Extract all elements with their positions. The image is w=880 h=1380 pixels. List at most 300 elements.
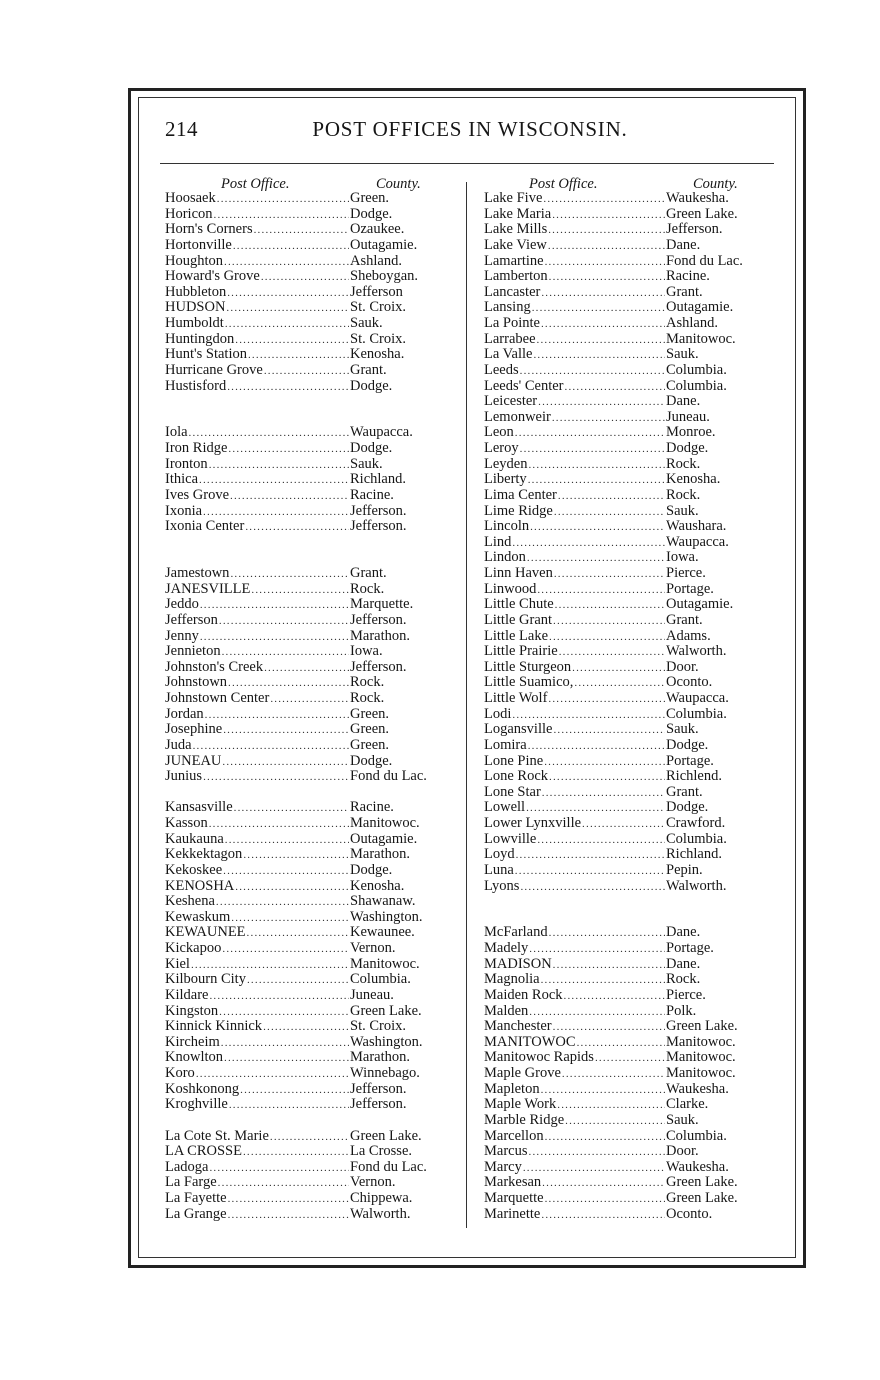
post-office-name: Kansasville — [165, 799, 233, 816]
list-item — [165, 863, 450, 879]
list-item — [484, 394, 766, 410]
leader-dots — [523, 1161, 665, 1177]
list-item — [165, 738, 450, 754]
post-office-name: Ixonia — [165, 502, 203, 519]
leader-dots — [219, 614, 349, 630]
list-item — [484, 644, 766, 660]
post-office-name: Lamberton — [484, 268, 548, 285]
list-item — [165, 660, 450, 676]
leader-dots — [541, 317, 665, 333]
post-office-name: Marble Ridge — [484, 1111, 565, 1128]
county-name: Jefferson. — [350, 658, 407, 675]
post-office-name: Little Prairie — [484, 643, 558, 660]
county-name: Ashland. — [350, 252, 402, 269]
county-name: Jefferson. — [350, 518, 407, 535]
leader-dots — [218, 1176, 349, 1192]
post-office-name: Mapleton — [484, 1080, 540, 1097]
post-office-name: Lyons — [484, 877, 520, 894]
list-item — [484, 191, 766, 207]
county-name: Portage. — [666, 752, 714, 769]
post-office-name: Leicester — [484, 393, 538, 410]
post-office-name: Huntingdon — [165, 330, 235, 347]
county-name: Marathon. — [350, 1049, 410, 1066]
post-office-name: Johnstown Center — [165, 690, 270, 706]
leader-dots — [541, 286, 665, 302]
post-office-name: Ixonia Center — [165, 518, 245, 535]
list-item — [165, 457, 450, 473]
leader-dots — [228, 1192, 349, 1208]
list-item — [165, 800, 450, 816]
list-item — [484, 988, 766, 1004]
post-office-name: Markesan — [484, 1174, 542, 1191]
county-name: Clarke. — [666, 1096, 709, 1113]
post-office-name: Lima Center — [484, 486, 557, 503]
county-name: Green. — [350, 721, 390, 738]
county-name: Dodge. — [666, 736, 709, 753]
county-name: Dane. — [666, 955, 701, 972]
list-item — [484, 519, 766, 535]
post-office-name: HUDSON — [165, 299, 226, 316]
leader-dots — [548, 223, 665, 239]
county-name: Columbia. — [666, 1127, 727, 1144]
list-item — [484, 472, 766, 488]
list-item — [165, 254, 450, 270]
post-office-name: LA CROSSE — [165, 1143, 242, 1160]
list-item — [165, 441, 450, 457]
leader-dots — [248, 348, 349, 364]
county-name: Kewaunee. — [350, 924, 415, 941]
post-office-name: Linwood — [484, 580, 537, 597]
list-item — [484, 1191, 766, 1207]
leader-dots — [243, 848, 349, 864]
list-item — [165, 925, 450, 941]
county-name: Pierce. — [666, 986, 706, 1003]
leader-dots — [221, 1036, 349, 1052]
list-item — [484, 535, 766, 551]
post-office-name: Little Wolf — [484, 690, 548, 706]
leader-dots — [243, 1145, 349, 1161]
post-office-name: Lincoln — [484, 518, 530, 535]
leader-dots — [530, 520, 665, 536]
county-name: Columbia. — [666, 830, 727, 847]
leader-dots — [235, 880, 349, 896]
leader-dots — [203, 770, 349, 786]
post-office-name: Loyd — [484, 846, 515, 863]
list-item — [484, 941, 766, 957]
list-item — [165, 941, 450, 957]
leader-dots — [226, 301, 349, 317]
list-item — [165, 629, 450, 645]
post-office-name: Maple Grove — [484, 1065, 561, 1081]
post-office-name: Marquette — [484, 1190, 544, 1206]
post-office-name: Howard's Grove — [165, 268, 260, 285]
county-name: St. Croix. — [350, 330, 406, 347]
leader-dots — [251, 583, 349, 599]
county-name: Shawanaw. — [350, 893, 416, 910]
leader-dots — [223, 723, 349, 739]
county-name: Rock. — [350, 690, 385, 706]
post-office-name: Junius — [165, 768, 203, 785]
post-office-name: Lomira — [484, 736, 527, 753]
list-item — [484, 425, 766, 441]
leader-dots — [545, 255, 665, 271]
county-name: Waupacca. — [350, 424, 413, 441]
list-item — [165, 1004, 450, 1020]
list-item — [165, 347, 450, 363]
group-spacer — [165, 785, 450, 801]
leader-dots — [240, 1083, 349, 1099]
list-item — [165, 972, 450, 988]
post-office-name: MADISON — [484, 955, 552, 972]
list-item — [165, 566, 450, 582]
post-office-name: Iron Ridge — [165, 440, 228, 456]
post-office-name: Josephine — [165, 721, 223, 738]
county-name: Pierce. — [666, 565, 706, 581]
leader-dots — [542, 786, 665, 802]
list-item — [484, 441, 766, 457]
post-office-name: Little Grant — [484, 611, 553, 628]
post-office-name: Larrabee — [484, 330, 536, 347]
leader-dots — [555, 598, 665, 614]
post-office-name: Hurricane Grove — [165, 361, 263, 378]
list-item — [165, 238, 450, 254]
list-item — [484, 722, 766, 738]
list-item — [484, 1082, 766, 1098]
post-office-name: KENOSHA — [165, 877, 235, 894]
leader-dots — [554, 505, 665, 521]
post-office-name: Jenny — [165, 627, 199, 644]
leader-dots — [548, 692, 665, 708]
post-office-name: Madely — [484, 940, 529, 956]
post-office-name: Maiden Rock — [484, 986, 563, 1003]
county-name: St. Croix. — [350, 1018, 406, 1035]
post-office-name: Ithica — [165, 471, 199, 488]
list-item — [484, 629, 766, 645]
post-office-name: Horn's Corners — [165, 221, 253, 238]
list-item — [484, 379, 766, 395]
post-office-name: JANESVILLE — [165, 580, 251, 597]
leader-dots — [231, 911, 349, 927]
post-office-name: Marcus — [484, 1143, 528, 1160]
post-office-name: Lind — [484, 533, 512, 550]
leader-dots — [205, 708, 349, 724]
county-name: Walworth. — [350, 1205, 411, 1222]
leader-dots — [227, 286, 349, 302]
county-name: Fond du Lac. — [350, 1158, 427, 1175]
leader-dots — [543, 192, 665, 208]
leader-dots — [537, 583, 665, 599]
county-name: Dodge. — [666, 440, 709, 456]
county-name: Rock. — [666, 971, 701, 988]
leader-dots — [209, 1161, 349, 1177]
county-name: Sheboygan. — [350, 268, 419, 285]
county-name: Manitowoc. — [350, 815, 420, 831]
post-office-name: Kingston — [165, 1002, 219, 1019]
county-name: Green. — [350, 190, 390, 206]
list-item — [165, 504, 450, 520]
county-name: Fond du Lac. — [666, 252, 743, 269]
list-item — [165, 675, 450, 691]
county-name: Manitowoc. — [350, 955, 420, 972]
list-item — [165, 597, 450, 613]
list-item — [165, 707, 450, 723]
list-item — [484, 363, 766, 379]
list-item — [484, 582, 766, 598]
leader-dots — [200, 630, 349, 646]
post-office-name: Ironton — [165, 455, 208, 472]
post-office-name: Manitowoc Rapids — [484, 1049, 594, 1066]
post-office-name: JUNEAU — [165, 752, 222, 769]
county-name: Fond du Lac. — [350, 768, 427, 785]
list-item — [165, 316, 450, 332]
leader-dots — [552, 411, 665, 427]
leader-dots — [223, 864, 349, 880]
leader-dots — [520, 880, 665, 896]
list-item — [484, 754, 766, 770]
leader-dots — [553, 723, 665, 739]
county-name: Grant. — [666, 783, 703, 800]
group-spacer — [165, 394, 450, 410]
post-office-name: Little Suamico, — [484, 674, 574, 691]
county-name: Juneau. — [350, 986, 394, 1003]
county-name: Sauk. — [350, 455, 383, 472]
list-item — [484, 863, 766, 879]
list-item — [165, 379, 450, 395]
leader-dots — [229, 1098, 349, 1114]
post-office-name: Little Sturgeon — [484, 658, 572, 675]
leader-dots — [261, 270, 349, 286]
leader-dots — [516, 848, 665, 864]
list-item — [484, 1035, 766, 1051]
list-item — [484, 675, 766, 691]
post-office-name: Keshena — [165, 893, 215, 910]
leader-dots — [209, 458, 349, 474]
leader-dots — [545, 1192, 665, 1208]
leader-dots — [552, 208, 665, 224]
list-item — [165, 832, 450, 848]
county-name: Green Lake. — [350, 1002, 422, 1019]
county-name: Iowa. — [350, 643, 383, 660]
list-item — [484, 1175, 766, 1191]
post-office-name: Lowville — [484, 830, 537, 847]
county-name: Ozaukee. — [350, 221, 405, 238]
county-name: Kenosha. — [350, 877, 405, 894]
county-name: Green Lake. — [666, 1174, 738, 1191]
county-name: Grant. — [666, 283, 703, 300]
county-name: Jefferson. — [350, 1080, 407, 1097]
county-name: Rock. — [350, 674, 385, 691]
post-office-name: Johnston's Creek — [165, 658, 264, 675]
list-item — [484, 879, 766, 895]
leader-dots — [549, 770, 665, 786]
post-office-name: Lake Five — [484, 190, 543, 206]
list-item — [165, 894, 450, 910]
leader-dots — [595, 1051, 665, 1067]
list-item — [165, 519, 450, 535]
list-item — [165, 207, 450, 223]
list-item — [484, 207, 766, 223]
county-name: Manitowoc. — [666, 1065, 736, 1081]
county-name: Winnebago. — [350, 1065, 420, 1081]
post-office-name: La Cote St. Marie — [165, 1127, 269, 1144]
list-item — [165, 285, 450, 301]
leader-dots — [549, 630, 665, 646]
leader-dots — [245, 520, 349, 536]
list-item — [165, 879, 450, 895]
leader-dots — [528, 739, 665, 755]
group-spacer — [165, 535, 450, 551]
post-office-name: KEWAUNEE — [165, 924, 246, 941]
county-name: Jefferson. — [350, 1096, 407, 1113]
leader-dots — [225, 317, 349, 333]
list-item — [484, 925, 766, 941]
leader-dots — [564, 989, 665, 1005]
leader-dots — [565, 1114, 665, 1130]
county-name: Columbia. — [666, 705, 727, 722]
post-office-name: Hubbleton — [165, 283, 227, 300]
list-item — [165, 222, 450, 238]
county-name: Rock. — [666, 455, 701, 472]
leader-dots — [562, 1067, 665, 1083]
county-name: Sauk. — [666, 346, 699, 363]
county-name: Racine. — [666, 268, 710, 285]
list-item — [484, 957, 766, 973]
post-office-name: Leeds' Center — [484, 377, 564, 394]
post-office-name: Lower Lynxville — [484, 815, 582, 831]
county-name: Green Lake. — [666, 1190, 738, 1206]
post-office-name: Jordan — [165, 705, 204, 722]
list-item — [165, 1129, 450, 1145]
county-name: Dane. — [666, 236, 701, 253]
leader-dots — [247, 973, 349, 989]
leader-dots — [224, 1051, 349, 1067]
post-office-name: Jamestown — [165, 565, 230, 581]
county-name: Jefferson. — [350, 611, 407, 628]
post-office-name: Lodi — [484, 705, 512, 722]
county-name: Green Lake. — [666, 205, 738, 222]
post-office-name: Marcy — [484, 1158, 522, 1175]
post-office-name: Jeddo — [165, 596, 199, 613]
group-spacer — [165, 410, 450, 426]
leader-dots — [216, 895, 349, 911]
post-office-name: Luna — [484, 861, 514, 878]
county-name: Waupacca. — [666, 690, 729, 706]
list-item — [165, 816, 450, 832]
county-name: Walworth. — [666, 643, 727, 660]
post-office-name: Hustisford — [165, 377, 227, 394]
post-office-name: Little Lake — [484, 627, 549, 644]
leader-dots — [548, 239, 665, 255]
leader-dots — [538, 395, 665, 411]
list-item — [484, 1050, 766, 1066]
leader-dots — [217, 192, 349, 208]
list-item — [165, 269, 450, 285]
list-item — [165, 1144, 450, 1160]
county-name: Jefferson. — [350, 502, 407, 519]
county-name: Waukesha. — [666, 1158, 729, 1175]
post-office-name: Kilbourn City — [165, 971, 246, 988]
list-item — [484, 847, 766, 863]
list-item — [484, 222, 766, 238]
post-office-name: Little Chute — [484, 596, 554, 613]
list-item — [484, 1160, 766, 1176]
leader-dots — [263, 1020, 349, 1036]
county-name: Dodge. — [350, 440, 393, 456]
list-item — [484, 613, 766, 629]
county-name: Sauk. — [666, 502, 699, 519]
list-item — [165, 988, 450, 1004]
post-office-name: Kildare — [165, 986, 209, 1003]
list-item — [165, 769, 450, 785]
list-item — [165, 425, 450, 441]
post-office-name: Kickapoo — [165, 940, 222, 956]
right-column-header-post-office: Post Office. — [529, 176, 598, 192]
county-name: Dodge. — [666, 799, 709, 816]
list-item — [484, 972, 766, 988]
leader-dots — [549, 270, 665, 286]
county-name: Waukesha. — [666, 190, 729, 206]
post-office-name: Lone Pine — [484, 752, 544, 769]
list-item — [484, 707, 766, 723]
county-name: Grant. — [350, 361, 387, 378]
post-office-name: Malden — [484, 1002, 529, 1019]
list-item — [165, 1207, 450, 1223]
header-rule — [160, 163, 774, 164]
county-name: Vernon. — [350, 1174, 396, 1191]
post-office-name: Lone Rock — [484, 768, 549, 785]
post-office-name: Lowell — [484, 799, 526, 816]
post-office-name: Lamartine — [484, 252, 544, 269]
leader-dots — [533, 348, 665, 364]
county-name: Oconto. — [666, 1205, 713, 1222]
list-item — [165, 754, 450, 770]
right-column-header-county: County. — [693, 176, 738, 192]
list-item — [484, 332, 766, 348]
county-name: Richland. — [350, 471, 406, 488]
list-item — [484, 1066, 766, 1082]
leader-dots — [558, 489, 665, 505]
post-office-name: Kiel — [165, 955, 190, 972]
list-item — [484, 1144, 766, 1160]
post-office-name: La Grange — [165, 1205, 227, 1222]
list-item — [165, 1050, 450, 1066]
county-name: Ashland. — [666, 315, 718, 331]
post-office-name: Logansville — [484, 721, 553, 738]
county-name: Jefferson. — [666, 221, 723, 238]
leader-dots — [554, 567, 665, 583]
leader-dots — [264, 364, 349, 380]
post-office-name: Ladoga — [165, 1158, 209, 1175]
county-name: Rock. — [350, 580, 385, 597]
county-name: Vernon. — [350, 940, 396, 956]
leader-dots — [532, 301, 665, 317]
county-name: Crawford. — [666, 815, 726, 831]
county-name: La Crosse. — [350, 1143, 413, 1160]
leader-dots — [541, 1208, 665, 1224]
list-item — [484, 347, 766, 363]
list-item — [484, 785, 766, 801]
column-divider — [466, 182, 467, 1228]
post-office-name: La Farge — [165, 1174, 217, 1191]
list-item — [484, 550, 766, 566]
post-office-name: Kroghville — [165, 1096, 228, 1113]
list-item — [165, 1066, 450, 1082]
list-item — [484, 254, 766, 270]
county-name: Racine. — [350, 486, 394, 503]
leader-dots — [515, 864, 665, 880]
leader-dots — [270, 1130, 349, 1146]
county-name: Portage. — [666, 940, 714, 956]
